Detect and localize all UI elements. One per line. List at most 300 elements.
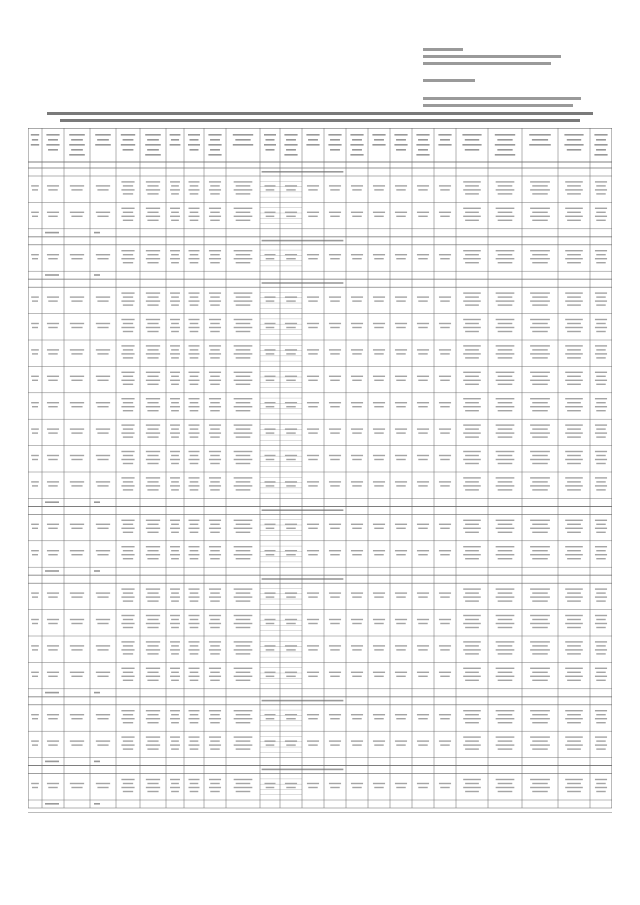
cell-text-mark <box>32 718 38 719</box>
cell-text-mark <box>47 212 59 213</box>
cell-text-mark <box>565 250 583 251</box>
cell-text-mark <box>70 212 84 213</box>
cell-text-mark <box>595 406 607 407</box>
cell-text-mark <box>265 619 276 620</box>
cell-text-mark <box>234 424 253 425</box>
cell-text-mark <box>190 680 199 681</box>
cell-text-mark <box>417 376 429 377</box>
cell-text-mark <box>209 676 221 677</box>
cell-text-mark <box>374 189 383 190</box>
cell-text-mark <box>595 189 607 190</box>
cell-text-mark <box>71 787 82 788</box>
cell-text-mark <box>496 300 515 301</box>
cell-text-mark <box>96 296 110 297</box>
cell-text-mark <box>440 380 449 381</box>
cell-text-mark <box>121 787 134 788</box>
header-text-mark <box>95 134 111 136</box>
approval-note-line <box>423 48 463 51</box>
cell-text-mark <box>47 714 59 715</box>
header-text-mark <box>330 149 340 151</box>
cell-text-mark <box>210 220 219 221</box>
cell-text-mark <box>329 714 341 715</box>
cell-text-mark <box>330 406 339 407</box>
cell-text-mark <box>285 402 297 403</box>
cell-text-mark <box>439 212 451 213</box>
cell-text-mark <box>567 783 581 784</box>
cell-text-mark <box>595 353 607 354</box>
cell-text-mark <box>439 254 451 255</box>
cell-text-mark <box>146 319 160 320</box>
cell-text-mark <box>47 376 59 377</box>
cell-text-mark <box>210 436 219 437</box>
cell-text-mark <box>147 331 158 332</box>
cell-text-mark <box>286 554 295 555</box>
cell-text-mark <box>567 463 581 464</box>
cell-text-mark <box>96 428 110 429</box>
cell-text-mark <box>190 619 199 620</box>
cell-text-mark <box>31 550 39 551</box>
cell-text-mark <box>532 384 547 385</box>
cell-text-mark <box>146 554 160 555</box>
cell-text-mark <box>463 736 481 737</box>
cell-text-mark <box>595 208 607 209</box>
cell-text-mark <box>417 323 429 324</box>
cell-text-mark <box>498 481 513 482</box>
cell-text-mark <box>146 779 160 780</box>
header-text-mark <box>208 134 221 136</box>
cell-text-mark <box>417 714 429 715</box>
cell-text-mark <box>123 349 133 350</box>
cell-text-mark <box>47 672 59 673</box>
cell-text-mark <box>96 524 110 525</box>
cell-text-mark <box>171 653 179 654</box>
cell-text-mark <box>71 718 82 719</box>
cell-text-mark <box>170 258 180 259</box>
cell-text-mark <box>396 596 405 597</box>
cell-text-mark <box>146 398 160 399</box>
cell-text-mark <box>171 680 179 681</box>
cell-text-mark <box>71 258 82 259</box>
cell-text-mark <box>190 791 199 792</box>
cell-text-mark <box>189 189 200 190</box>
cell-text-mark <box>123 714 133 715</box>
cell-text-mark <box>567 193 581 194</box>
cell-text-mark <box>567 410 581 411</box>
cell-text-mark <box>308 485 317 486</box>
cell-text-mark <box>147 489 158 490</box>
cell-text-mark <box>265 349 276 350</box>
header-text-mark <box>284 134 297 136</box>
cell-text-mark <box>47 349 59 350</box>
cell-text-mark <box>418 258 427 259</box>
header-text-mark <box>465 149 479 151</box>
cell-text-mark <box>48 327 57 328</box>
cell-text-mark <box>498 323 513 324</box>
cell-text-mark <box>373 428 385 429</box>
cell-text-mark <box>465 532 479 533</box>
total-label-mark <box>45 692 59 694</box>
cell-text-mark <box>47 645 59 646</box>
cell-text-mark <box>234 596 253 597</box>
cell-text-mark <box>596 436 605 437</box>
cell-text-mark <box>595 641 607 642</box>
cell-text-mark <box>209 588 221 589</box>
cell-text-mark <box>596 740 605 741</box>
cell-text-mark <box>285 323 297 324</box>
header-text-mark <box>596 139 606 141</box>
cell-text-mark <box>465 558 479 559</box>
cell-text-mark <box>439 524 451 525</box>
cell-text-mark <box>171 463 179 464</box>
cell-text-mark <box>146 432 160 433</box>
cell-text-mark <box>121 216 134 217</box>
cell-text-mark <box>374 787 383 788</box>
cell-text-mark <box>530 292 550 293</box>
cell-text-mark <box>123 524 133 525</box>
cell-text-mark <box>496 477 515 478</box>
cell-text-mark <box>596 592 605 593</box>
cell-text-mark <box>374 258 383 259</box>
cell-text-mark <box>71 528 82 529</box>
cell-text-mark <box>121 546 134 547</box>
cell-text-mark <box>170 372 180 373</box>
header-text-mark <box>121 134 135 136</box>
total-value-mark <box>94 570 100 572</box>
cell-text-mark <box>595 710 607 711</box>
cell-text-mark <box>121 258 134 259</box>
cell-text-mark <box>170 546 180 547</box>
cell-text-mark <box>170 250 180 251</box>
cell-text-mark <box>496 596 515 597</box>
cell-text-mark <box>171 627 179 628</box>
cell-text-mark <box>463 787 481 788</box>
cell-text-mark <box>465 357 479 358</box>
cell-text-mark <box>565 216 583 217</box>
total-label-mark <box>45 501 59 503</box>
cell-text-mark <box>31 619 39 620</box>
cell-text-mark <box>170 641 180 642</box>
cell-text-mark <box>286 718 295 719</box>
cell-text-mark <box>417 349 429 350</box>
cell-text-mark <box>465 740 479 741</box>
cell-text-mark <box>189 250 200 251</box>
total-label-mark <box>45 761 59 763</box>
cell-text-mark <box>123 653 133 654</box>
header-text-mark <box>567 149 581 151</box>
cell-text-mark <box>236 791 251 792</box>
cell-text-mark <box>352 554 361 555</box>
cell-text-mark <box>351 672 363 673</box>
cell-text-mark <box>210 532 219 533</box>
cell-text-mark <box>567 481 581 482</box>
cell-text-mark <box>210 481 219 482</box>
cell-text-mark <box>170 736 180 737</box>
cell-text-mark <box>532 627 547 628</box>
cell-text-mark <box>465 600 479 601</box>
cell-text-mark <box>595 546 607 547</box>
cell-text-mark <box>171 331 179 332</box>
cell-text-mark <box>97 787 108 788</box>
table-header <box>28 128 612 162</box>
cell-text-mark <box>190 748 199 749</box>
cell-text-mark <box>532 212 547 213</box>
cell-text-mark <box>170 300 180 301</box>
cell-text-mark <box>266 623 275 624</box>
cell-text-mark <box>396 718 405 719</box>
cell-text-mark <box>171 323 179 324</box>
cell-text-mark <box>418 353 427 354</box>
cell-text-mark <box>265 455 276 456</box>
cell-text-mark <box>567 672 581 673</box>
cell-text-mark <box>147 714 158 715</box>
cell-text-mark <box>373 481 385 482</box>
total-value-mark <box>94 761 100 763</box>
cell-text-mark <box>189 424 200 425</box>
cell-text-mark <box>97 718 108 719</box>
cell-text-mark <box>234 520 253 521</box>
cell-text-mark <box>121 641 134 642</box>
cell-text-mark <box>595 668 607 669</box>
cell-text-mark <box>329 185 341 186</box>
cell-text-mark <box>373 619 385 620</box>
cell-text-mark <box>147 524 158 525</box>
cell-text-mark <box>465 220 479 221</box>
cell-text-mark <box>530 528 550 529</box>
cell-text-mark <box>285 672 297 673</box>
cell-text-mark <box>121 615 134 616</box>
cell-text-mark <box>210 748 219 749</box>
cell-text-mark <box>373 740 385 741</box>
cell-text-mark <box>465 384 479 385</box>
cell-text-mark <box>567 349 581 350</box>
cell-text-mark <box>439 428 451 429</box>
cell-text-mark <box>48 300 57 301</box>
cell-text-mark <box>417 254 429 255</box>
cell-text-mark <box>395 212 407 213</box>
cell-text-mark <box>209 641 221 642</box>
cell-text-mark <box>565 300 583 301</box>
cell-text-mark <box>123 323 133 324</box>
cell-text-mark <box>465 481 479 482</box>
cell-text-mark <box>532 489 547 490</box>
cell-text-mark <box>439 740 451 741</box>
cell-text-mark <box>565 292 583 293</box>
cell-text-mark <box>236 455 251 456</box>
cell-text-mark <box>595 372 607 373</box>
cell-text-mark <box>463 216 481 217</box>
cell-text-mark <box>123 220 133 221</box>
cell-text-mark <box>351 481 363 482</box>
cell-text-mark <box>439 672 451 673</box>
cell-text-mark <box>71 327 82 328</box>
cell-text-mark <box>234 554 253 555</box>
cell-text-mark <box>170 520 180 521</box>
total-label-mark <box>45 803 59 805</box>
cell-text-mark <box>565 596 583 597</box>
cell-text-mark <box>596 220 605 221</box>
header-text-mark <box>352 149 362 151</box>
cell-text-mark <box>440 216 449 217</box>
cell-text-mark <box>189 208 200 209</box>
cell-text-mark <box>463 208 481 209</box>
cell-text-mark <box>147 600 158 601</box>
cell-text-mark <box>170 528 180 529</box>
cell-text-mark <box>373 185 385 186</box>
cell-text-mark <box>498 357 513 358</box>
cell-text-mark <box>121 319 134 320</box>
approval-note-line <box>423 55 561 58</box>
cell-text-mark <box>567 714 581 715</box>
cell-text-mark <box>439 645 451 646</box>
annex-note-line <box>423 104 573 107</box>
cell-text-mark <box>146 292 160 293</box>
cell-text-mark <box>170 424 180 425</box>
cell-text-mark <box>496 459 515 460</box>
cell-text-mark <box>190 376 199 377</box>
cell-text-mark <box>440 258 449 259</box>
cell-text-mark <box>532 558 547 559</box>
cell-text-mark <box>440 528 449 529</box>
cell-text-mark <box>210 349 219 350</box>
cell-text-mark <box>209 623 221 624</box>
cell-text-mark <box>596 783 605 784</box>
cell-text-mark <box>465 619 479 620</box>
cell-text-mark <box>121 668 134 669</box>
cell-text-mark <box>465 791 479 792</box>
cell-text-mark <box>236 645 251 646</box>
cell-text-mark <box>48 744 57 745</box>
cell-text-mark <box>565 372 583 373</box>
cell-text-mark <box>121 528 134 529</box>
cell-text-mark <box>567 722 581 723</box>
cell-text-mark <box>530 250 550 251</box>
cell-text-mark <box>396 380 405 381</box>
cell-text-mark <box>96 550 110 551</box>
cell-text-mark <box>567 212 581 213</box>
total-value-mark <box>94 501 100 503</box>
cell-text-mark <box>498 455 513 456</box>
cell-text-mark <box>209 718 221 719</box>
cell-text-mark <box>373 524 385 525</box>
cell-text-mark <box>463 520 481 521</box>
cell-text-mark <box>463 779 481 780</box>
cell-text-mark <box>565 353 583 354</box>
cell-text-mark <box>532 193 547 194</box>
cell-text-mark <box>190 481 199 482</box>
cell-text-mark <box>285 349 297 350</box>
cell-text-mark <box>595 485 607 486</box>
cell-text-mark <box>329 645 341 646</box>
cell-text-mark <box>190 783 199 784</box>
cell-text-mark <box>266 258 275 259</box>
cell-text-mark <box>234 787 253 788</box>
cell-text-mark <box>352 459 361 460</box>
cell-text-mark <box>190 304 199 305</box>
cell-text-mark <box>308 327 317 328</box>
cell-text-mark <box>374 554 383 555</box>
cell-text-mark <box>440 353 449 354</box>
header-text-mark <box>31 144 39 146</box>
cell-text-mark <box>97 554 108 555</box>
cell-text-mark <box>96 376 110 377</box>
cell-text-mark <box>171 714 179 715</box>
cell-text-mark <box>498 376 513 377</box>
cell-text-mark <box>417 455 429 456</box>
cell-text-mark <box>189 485 200 486</box>
cell-text-mark <box>595 736 607 737</box>
cell-text-mark <box>465 212 479 213</box>
cell-text-mark <box>97 528 108 529</box>
cell-text-mark <box>285 428 297 429</box>
cell-text-mark <box>498 592 513 593</box>
cell-text-mark <box>236 740 251 741</box>
cell-text-mark <box>234 353 253 354</box>
cell-text-mark <box>234 641 253 642</box>
cell-text-mark <box>307 672 319 673</box>
cell-text-mark <box>417 402 429 403</box>
cell-text-mark <box>530 744 550 745</box>
cell-text-mark <box>70 349 84 350</box>
cell-text-mark <box>266 380 275 381</box>
cell-text-mark <box>567 791 581 792</box>
cell-text-mark <box>70 672 84 673</box>
cell-text-mark <box>265 783 276 784</box>
cell-text-mark <box>234 216 253 217</box>
cell-text-mark <box>351 592 363 593</box>
cell-text-mark <box>147 410 158 411</box>
cell-text-mark <box>171 220 179 221</box>
cell-text-mark <box>352 718 361 719</box>
cell-text-mark <box>565 208 583 209</box>
cell-text-mark <box>463 477 481 478</box>
cell-text-mark <box>330 216 339 217</box>
cell-text-mark <box>146 641 160 642</box>
cell-text-mark <box>146 477 160 478</box>
cell-text-mark <box>147 323 158 324</box>
header-text-mark <box>306 144 319 146</box>
cell-text-mark <box>351 619 363 620</box>
cell-text-mark <box>121 208 134 209</box>
cell-text-mark <box>567 296 581 297</box>
cell-text-mark <box>31 455 39 456</box>
cell-text-mark <box>463 744 481 745</box>
section-title-mark <box>262 769 344 771</box>
cell-text-mark <box>71 649 82 650</box>
cell-text-mark <box>374 300 383 301</box>
cell-text-mark <box>234 406 253 407</box>
cell-text-mark <box>496 676 515 677</box>
cell-text-mark <box>190 220 199 221</box>
cell-text-mark <box>330 258 339 259</box>
cell-text-mark <box>234 432 253 433</box>
cell-text-mark <box>234 528 253 529</box>
cell-text-mark <box>418 676 427 677</box>
annex-note <box>423 97 583 111</box>
cell-text-mark <box>463 319 481 320</box>
cell-text-mark <box>463 649 481 650</box>
cell-text-mark <box>210 645 219 646</box>
cell-text-mark <box>234 710 253 711</box>
cell-text-mark <box>463 189 481 190</box>
cell-text-mark <box>70 185 84 186</box>
cell-text-mark <box>567 304 581 305</box>
cell-text-mark <box>32 596 38 597</box>
cell-text-mark <box>121 398 134 399</box>
cell-text-mark <box>266 300 275 301</box>
header-text-mark <box>564 134 583 136</box>
cell-text-mark <box>463 327 481 328</box>
cell-text-mark <box>48 485 57 486</box>
